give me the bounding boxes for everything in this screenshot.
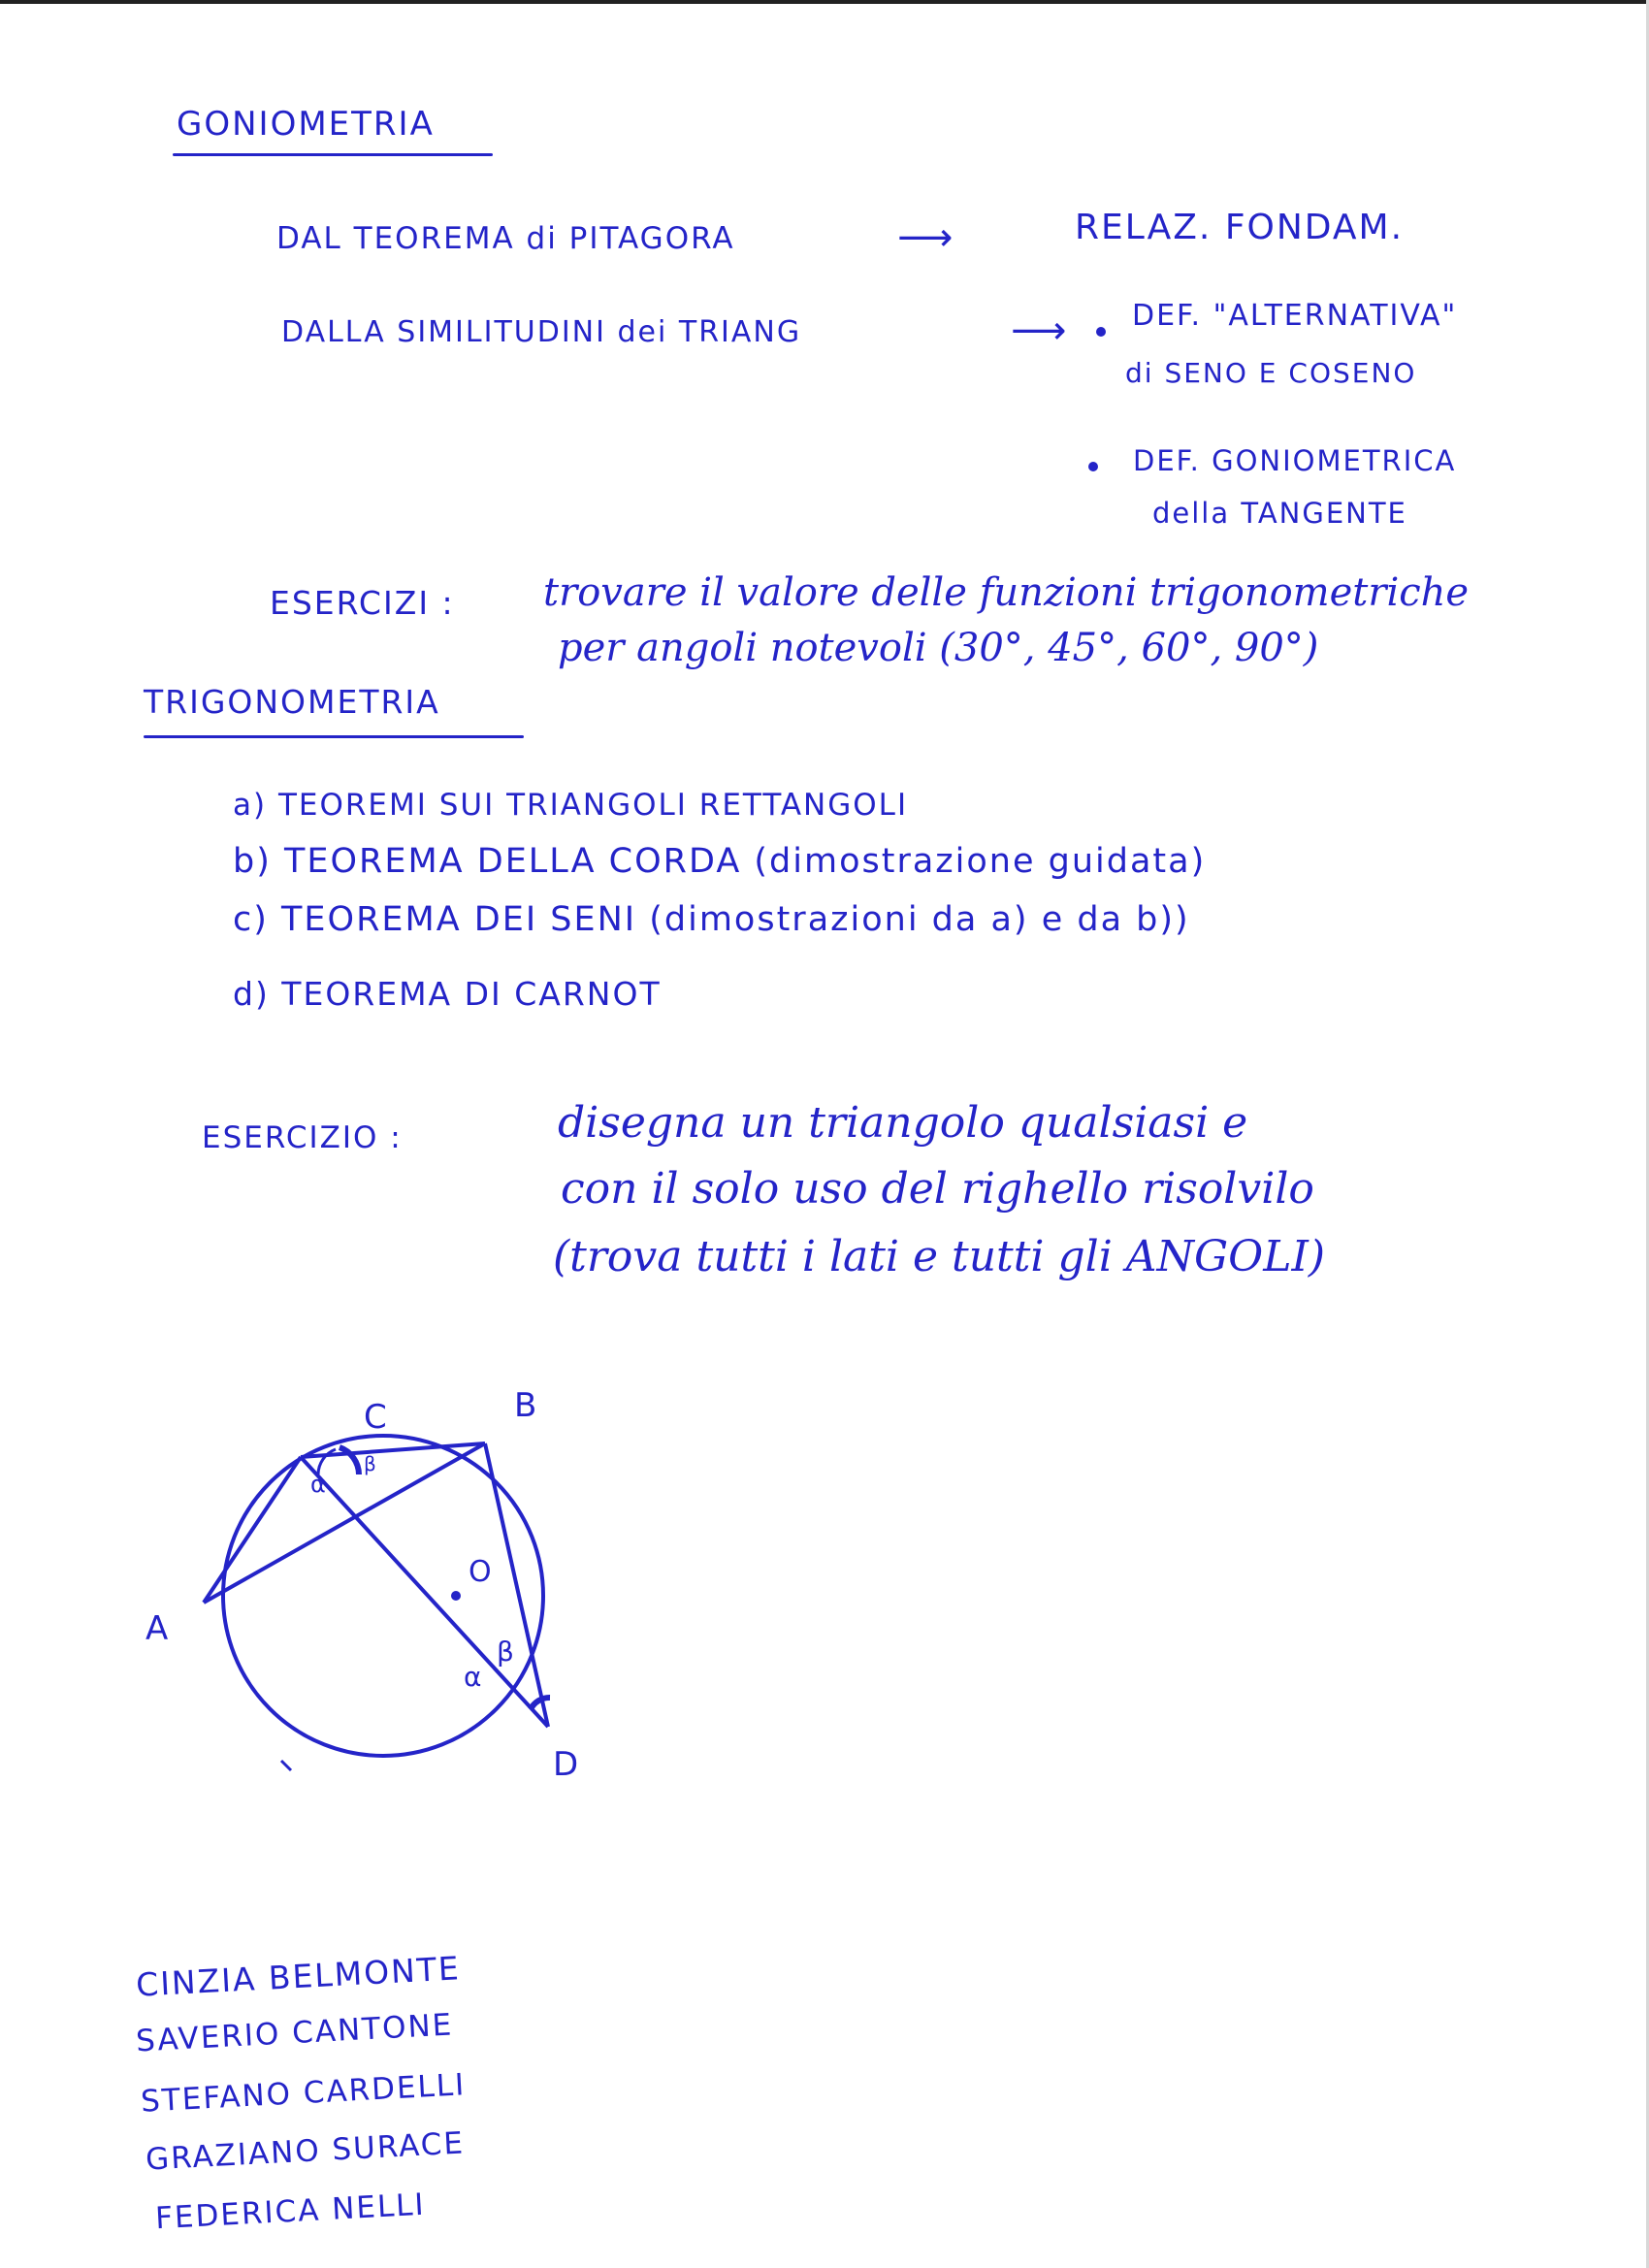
tangente-text: della TANGENTE (1152, 497, 1407, 530)
theorem-item-d: d) TEOREMA DI CARNOT (233, 975, 662, 1013)
center-point (451, 1591, 461, 1601)
bullet-icon (1096, 327, 1106, 337)
point-label-c: C (364, 1398, 387, 1437)
point-label-a: A (146, 1609, 169, 1648)
esercizi-label: ESERCIZI : (270, 584, 455, 622)
point-label-d: D (553, 1745, 579, 1784)
section-title-goniometria: GONIOMETRIA (177, 105, 435, 144)
point-label-b: B (514, 1386, 537, 1425)
point-label-o: O (469, 1555, 492, 1589)
seno-coseno-text: di SENO E COSENO (1125, 357, 1417, 389)
author-name: GRAZIANO SURACE (145, 2125, 466, 2178)
pitagora-text: DAL TEOREMA di PITAGORA (276, 221, 735, 256)
arrow-right-icon: ⟶ (1011, 308, 1067, 353)
inscribed-triangle-diagram (146, 1377, 640, 1804)
scan-top-edge (0, 0, 1649, 4)
angle-label-alpha: α (464, 1661, 482, 1693)
esercizio-line-1: disegna un triangolo qualsiasi e (558, 1098, 1248, 1148)
angle-label-beta-c: β (364, 1452, 376, 1475)
angle-label-alpha-c: α (310, 1471, 326, 1498)
tick-mark (281, 1761, 291, 1770)
angle-arc (531, 1698, 550, 1709)
angle-label-beta: β (497, 1636, 514, 1668)
theorem-item-b: b) TEOREMA DELLA CORDA (dimostrazione guidata) (233, 842, 1207, 881)
title-underline (173, 153, 493, 156)
esercizi-line-1: trovare il valore delle funzioni trigonometriche (543, 570, 1470, 615)
chord-ab (204, 1443, 485, 1603)
title-underline (144, 735, 524, 738)
chord-ca (204, 1457, 301, 1603)
esercizio-line-3: (trova tutti i lati e tutti gli ANGOLI) (553, 1232, 1326, 1281)
author-name: FEDERICA NELLI (154, 2187, 427, 2237)
author-name: SAVERIO CANTONE (135, 2007, 455, 2059)
author-name: STEFANO CARDELLI (140, 2067, 468, 2120)
section-title-trigonometria: TRIGONOMETRIA (144, 683, 440, 721)
relazioni-fondamentali-text: RELAZ. FONDAM. (1075, 208, 1405, 247)
arrow-right-icon: ⟶ (897, 215, 954, 260)
esercizio-line-2: con il solo uso del righello risolvilo (561, 1164, 1314, 1214)
esercizio-label: ESERCIZIO : (202, 1120, 403, 1155)
esercizi-line-2: per angoli notevoli (30°, 45°, 60°, 90°) (558, 626, 1319, 670)
theorem-item-c: c) TEOREMA DEI SENI (dimostrazioni da a) e da b)) (233, 900, 1190, 939)
similitudini-text: DALLA SIMILITUDINI dei TRIANG (281, 315, 802, 349)
theorem-item-a: a) TEOREMI SUI TRIANGOLI RETTANGOLI (233, 788, 909, 823)
def-alternativa-text: DEF. "ALTERNATIVA" (1132, 299, 1458, 333)
def-goniometrica-text: DEF. GONIOMETRICA (1133, 444, 1457, 477)
author-name: CINZIA BELMONTE (135, 1949, 462, 2004)
bullet-icon (1088, 462, 1098, 471)
